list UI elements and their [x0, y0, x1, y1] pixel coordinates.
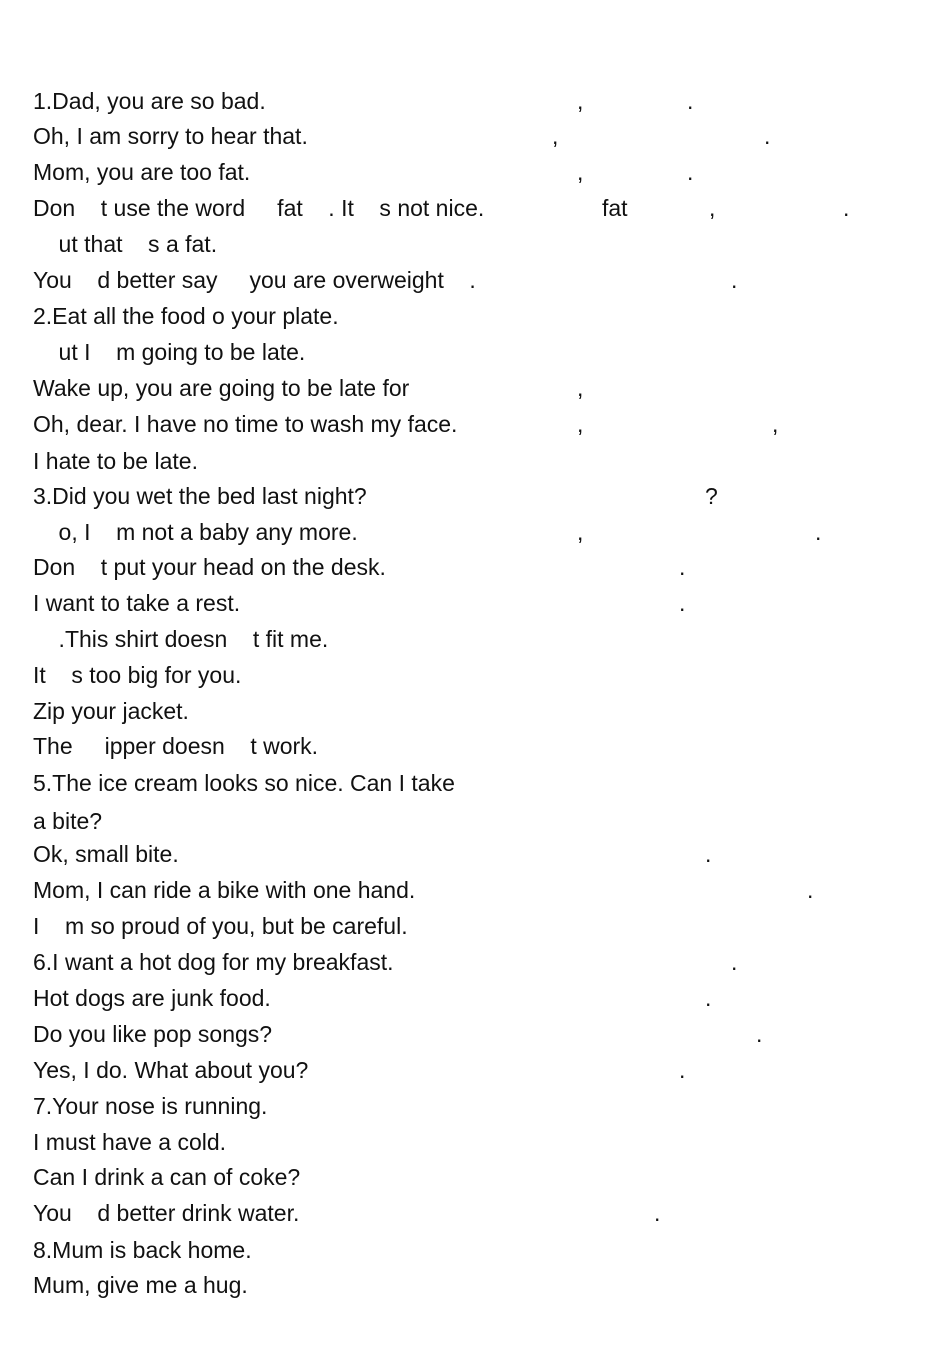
punctuation: ,: [577, 159, 584, 185]
punctuation: .: [705, 841, 712, 867]
english-text: Hot dogs are junk food.: [33, 985, 271, 1011]
english-text: Oh, dear. I have no time to wash my face.: [33, 411, 458, 437]
english-text: ut I m going to be late.: [33, 339, 306, 365]
line-31: [0, 1162, 950, 1192]
english-text: 6.I want a hot dog for my breakfast.: [33, 949, 394, 975]
punctuation: .: [679, 590, 686, 616]
line-9: [0, 373, 950, 403]
line-1: [0, 86, 950, 116]
english-text: I hate to be late.: [33, 448, 198, 474]
punctuation: .: [679, 554, 686, 580]
english-text: Yes, I do. What about you?: [33, 1057, 309, 1083]
line-13: [0, 517, 950, 547]
punctuation: .: [731, 267, 738, 293]
line-5: [0, 229, 950, 259]
punctuation: .: [654, 1200, 661, 1226]
line-7: [0, 301, 950, 331]
english-text: I must have a cold.: [33, 1129, 227, 1155]
english-text: .This shirt doesn t fit me.: [33, 626, 329, 652]
line-10: [0, 409, 950, 439]
english-text: I want to take a rest.: [33, 590, 241, 616]
punctuation: .: [687, 88, 694, 114]
punctuation: ,: [577, 375, 584, 401]
line-15: [0, 588, 950, 618]
english-text: 2.Eat all the food o your plate.: [33, 303, 339, 329]
english-text: o, I m not a baby any more.: [33, 519, 358, 545]
punctuation: .: [756, 1021, 763, 1047]
punctuation: ,: [552, 123, 559, 149]
line-14: [0, 552, 950, 582]
punctuation: ,: [577, 411, 584, 437]
line-16: [0, 624, 950, 654]
line-18: [0, 696, 950, 726]
punctuation: .: [705, 985, 712, 1011]
line-19: [0, 731, 950, 761]
english-text: You d better drink water.: [33, 1200, 300, 1226]
punctuation: .: [815, 519, 822, 545]
english-text: 7.Your nose is running.: [33, 1093, 268, 1119]
punctuation: .: [731, 949, 738, 975]
line-30: [0, 1127, 950, 1157]
english-text: Don t put your head on the desk.: [33, 554, 386, 580]
line-21: [0, 806, 950, 836]
english-text: Oh, I am sorry to hear that.: [33, 123, 308, 149]
punctuation: .: [807, 877, 814, 903]
punctuation: ,: [772, 411, 779, 437]
line-17: [0, 660, 950, 690]
punctuation: ,: [577, 88, 584, 114]
english-text: Don t use the word fat . It s not nice.: [33, 195, 485, 221]
line-23: [0, 875, 950, 905]
punctuation: .: [764, 123, 771, 149]
english-text: Do you like pop songs?: [33, 1021, 273, 1047]
punctuation: .: [679, 1057, 686, 1083]
punctuation: ,: [709, 195, 716, 221]
line-3: [0, 157, 950, 187]
english-text: ut that s a fat.: [33, 231, 218, 257]
english-text: 8.Mum is back home.: [33, 1237, 252, 1263]
english-text: Ok, small bite.: [33, 841, 179, 867]
line-4: [0, 193, 950, 223]
punctuation: .: [843, 195, 850, 221]
line-20: [0, 768, 950, 798]
line-22: [0, 839, 950, 869]
line-24: [0, 911, 950, 941]
english-text: 3.Did you wet the bed last night?: [33, 483, 367, 509]
english-text: Mom, you are too fat.: [33, 159, 251, 185]
english-text: You d better say you are overweight .: [33, 267, 476, 293]
english-text: Mum, give me a hug.: [33, 1272, 248, 1298]
line-27: [0, 1019, 950, 1049]
english-text: 1.Dad, you are so bad.: [33, 88, 266, 114]
english-text: Mom, I can ride a bike with one hand.: [33, 877, 416, 903]
line-11: [0, 446, 950, 476]
english-text: I m so proud of you, but be careful.: [33, 913, 408, 939]
english-text: It s too big for you.: [33, 662, 242, 688]
punctuation: ,: [577, 519, 584, 545]
english-text: a bite?: [33, 808, 103, 834]
punctuation: .: [687, 159, 694, 185]
line-28: [0, 1055, 950, 1085]
line-33: [0, 1235, 950, 1265]
line-8: [0, 337, 950, 367]
line-2: [0, 121, 950, 151]
line-12: [0, 481, 950, 511]
line-25: [0, 947, 950, 977]
english-text: Zip your jacket.: [33, 698, 189, 724]
english-text: Wake up, you are going to be late for: [33, 375, 410, 401]
line-6: [0, 265, 950, 295]
english-text: 5.The ice cream looks so nice. Can I take: [33, 770, 455, 796]
punctuation: ?: [705, 483, 718, 509]
line-26: [0, 983, 950, 1013]
line-29: [0, 1091, 950, 1121]
english-text: Can I drink a can of coke?: [33, 1164, 301, 1190]
word-fat: fat: [602, 195, 628, 221]
line-34: [0, 1270, 950, 1300]
line-32: [0, 1198, 950, 1228]
english-text: The ipper doesn t work.: [33, 733, 319, 759]
